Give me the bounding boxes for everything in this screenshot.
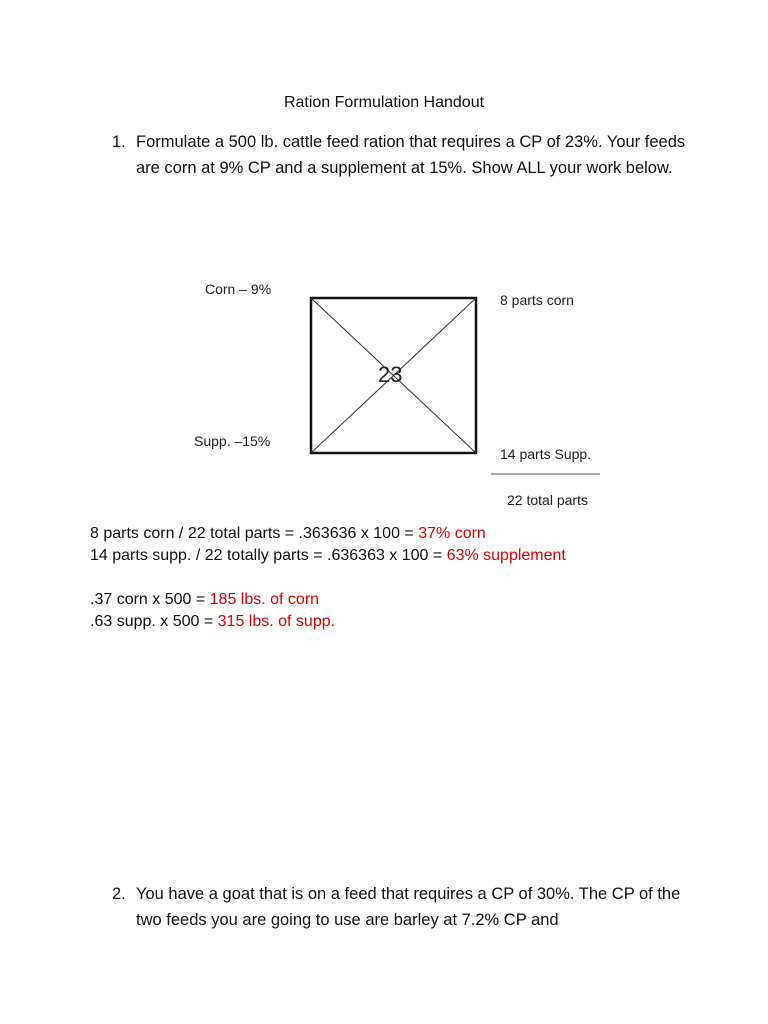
corn-parts-label: 8 parts corn (500, 292, 574, 308)
calc-line-4-text: .63 supp. x 500 = (90, 613, 218, 630)
calc-line-1-answer: 37% corn (418, 525, 486, 542)
question-2 (112, 881, 692, 933)
question-1-number: 1. (112, 133, 126, 151)
calc-line-2-text: 14 parts supp. / 22 totally parts = .636363 x 100 = (90, 547, 447, 564)
supplement-label: Supp. –15% (194, 433, 271, 449)
calc-line-1-text: 8 parts corn / 22 total parts = .363636 x 100 = (90, 525, 419, 542)
calc-line-4-answer: 315 lbs. of supp. (217, 613, 336, 630)
calc-line-2-answer: 63% supplement (446, 547, 566, 564)
calc-line-4 (90, 613, 335, 631)
corn-label: Corn – 9% (205, 281, 272, 297)
supplement-parts-label: 14 parts Supp. (500, 446, 592, 462)
question-2-number: 2. (112, 885, 126, 903)
calc-line-1 (90, 525, 486, 543)
question-1-text: Formulate a 500 lb. cattle feed ration that requires a CP of 23%. Your feeds are corn at 9% CP and a supplement at 15%. Show ALL your work below. (136, 133, 686, 177)
calc-line-2 (90, 547, 566, 565)
total-parts-label: 22 total parts (507, 492, 588, 508)
calc-line-3-text: .37 corn x 500 = (90, 591, 210, 608)
document-title: Ration Formulation Handout (283, 94, 485, 111)
question-2-text: You have a goat that is on a feed that requires a CP of 30%. The CP of the two feeds you are going to use are barley at 7.2% CP and (136, 885, 681, 929)
calc-line-3 (90, 591, 319, 609)
calc-line-3-answer: 185 lbs. of corn (209, 591, 320, 608)
target-cp-value: 23 (378, 362, 403, 387)
